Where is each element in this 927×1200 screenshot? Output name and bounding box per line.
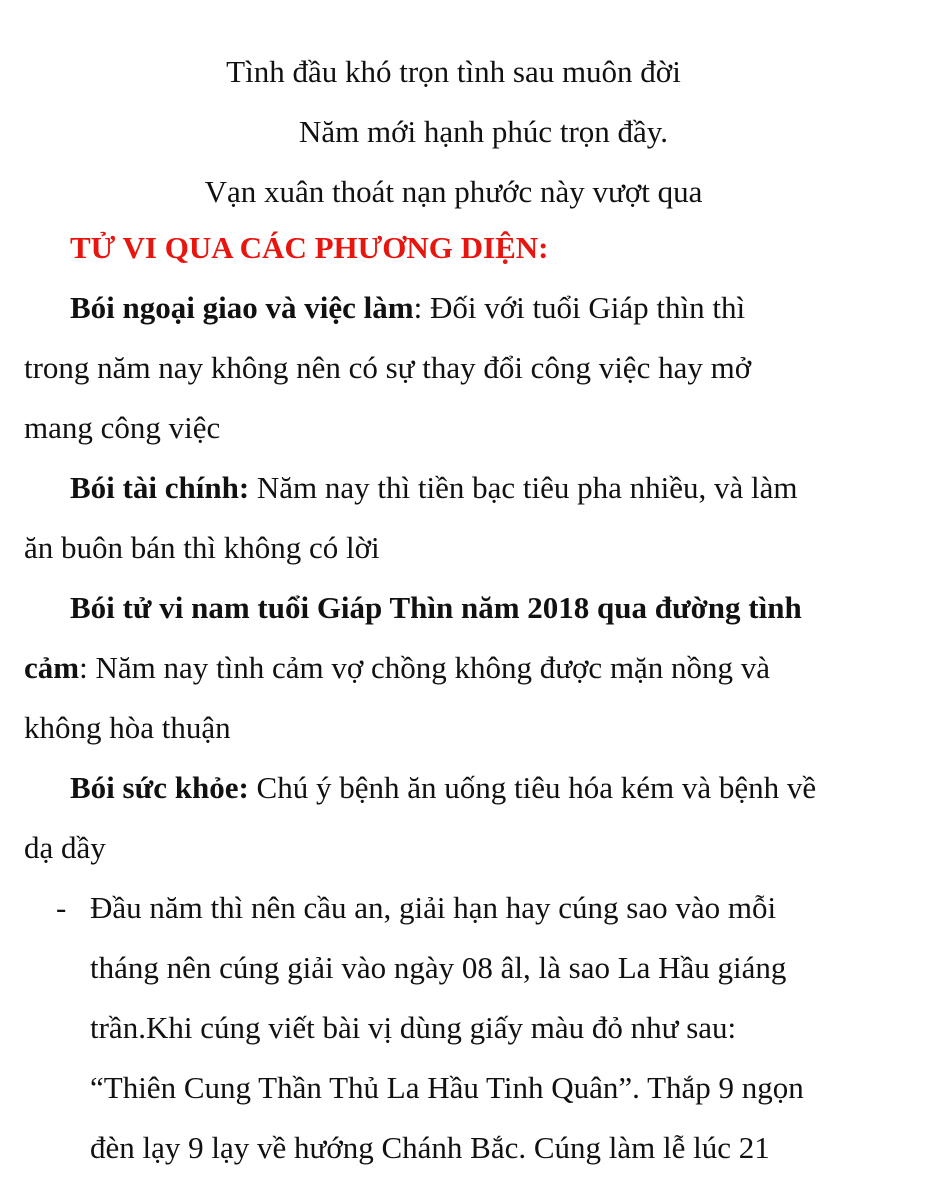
work-label: Bói ngoại giao và việc làm bbox=[70, 290, 414, 325]
bullet-dash: - bbox=[56, 890, 67, 925]
paragraph-love bbox=[24, 578, 914, 758]
paragraph-work bbox=[24, 278, 914, 458]
work-text: : Đối với tuổi Giáp thìn thì bbox=[413, 290, 746, 325]
health-text: Chú ý bệnh ăn uống tiêu hóa kém và bệnh về bbox=[248, 770, 817, 805]
section-heading: TỬ VI QUA CÁC PHƯƠNG DIỆN: bbox=[70, 230, 549, 265]
finance-label: Bói tài chính: bbox=[70, 470, 250, 505]
paragraph-work-line-2: trong năm nay không nên có sự thay đổi công việc hay mở bbox=[24, 350, 752, 385]
love-label-1: Bói tử vi nam tuổi Giáp Thìn năm 2018 qua đường tình bbox=[70, 590, 802, 625]
paragraph-work-line-3: mang công việc bbox=[24, 410, 221, 445]
bullet-line-1: Đầu năm thì nên cầu an, giải hạn hay cúng sao vào mỗi bbox=[90, 890, 777, 925]
paragraph-health-line-1 bbox=[24, 758, 914, 818]
poem-line-2: Năm mới hạnh phúc trọn đầy. bbox=[298, 114, 669, 149]
bullet-line-4: “Thiên Cung Thần Thủ La Hầu Tinh Quân”. Thắp 9 ngọn bbox=[90, 1070, 804, 1105]
bullet-line-2: tháng nên cúng giải vào ngày 08 âl, là sao La Hầu giáng bbox=[90, 950, 787, 985]
bullet-line-3: trần.Khi cúng viết bài vị dùng giấy màu đỏ như sau: bbox=[90, 1010, 737, 1045]
poem-line-1: Tình đầu khó trọn tình sau muôn đời bbox=[226, 54, 681, 89]
paragraph-finance-line-1 bbox=[24, 458, 914, 518]
paragraph-work-line-1 bbox=[24, 278, 914, 338]
poem-line-3: Vạn xuân thoát nạn phước này vượt qua bbox=[204, 174, 703, 209]
paragraph-love-line-2 bbox=[24, 638, 914, 698]
paragraph-health-line-2: dạ dầy bbox=[24, 830, 106, 865]
love-label-2: cảm bbox=[24, 650, 80, 685]
health-label: Bói sức khỏe: bbox=[70, 770, 249, 805]
bullet-text bbox=[90, 878, 804, 1178]
poem-verse bbox=[0, 42, 927, 222]
paragraph-finance-line-2: ăn buôn bán thì không có lời bbox=[24, 530, 380, 565]
love-text: : Năm nay tình cảm vợ chồng không được mặn nồng và bbox=[79, 650, 771, 685]
bullet-line-5: đèn lạy 9 lạy về hướng Chánh Bắc. Cúng làm lễ lúc 21 bbox=[90, 1130, 770, 1165]
paragraph-love-line-3: không hòa thuận bbox=[24, 710, 231, 745]
paragraph-love-line-1 bbox=[24, 578, 914, 638]
paragraph-finance bbox=[24, 458, 914, 578]
finance-text: Năm nay thì tiền bạc tiêu pha nhiều, và làm bbox=[249, 470, 798, 505]
paragraph-health bbox=[24, 758, 914, 878]
